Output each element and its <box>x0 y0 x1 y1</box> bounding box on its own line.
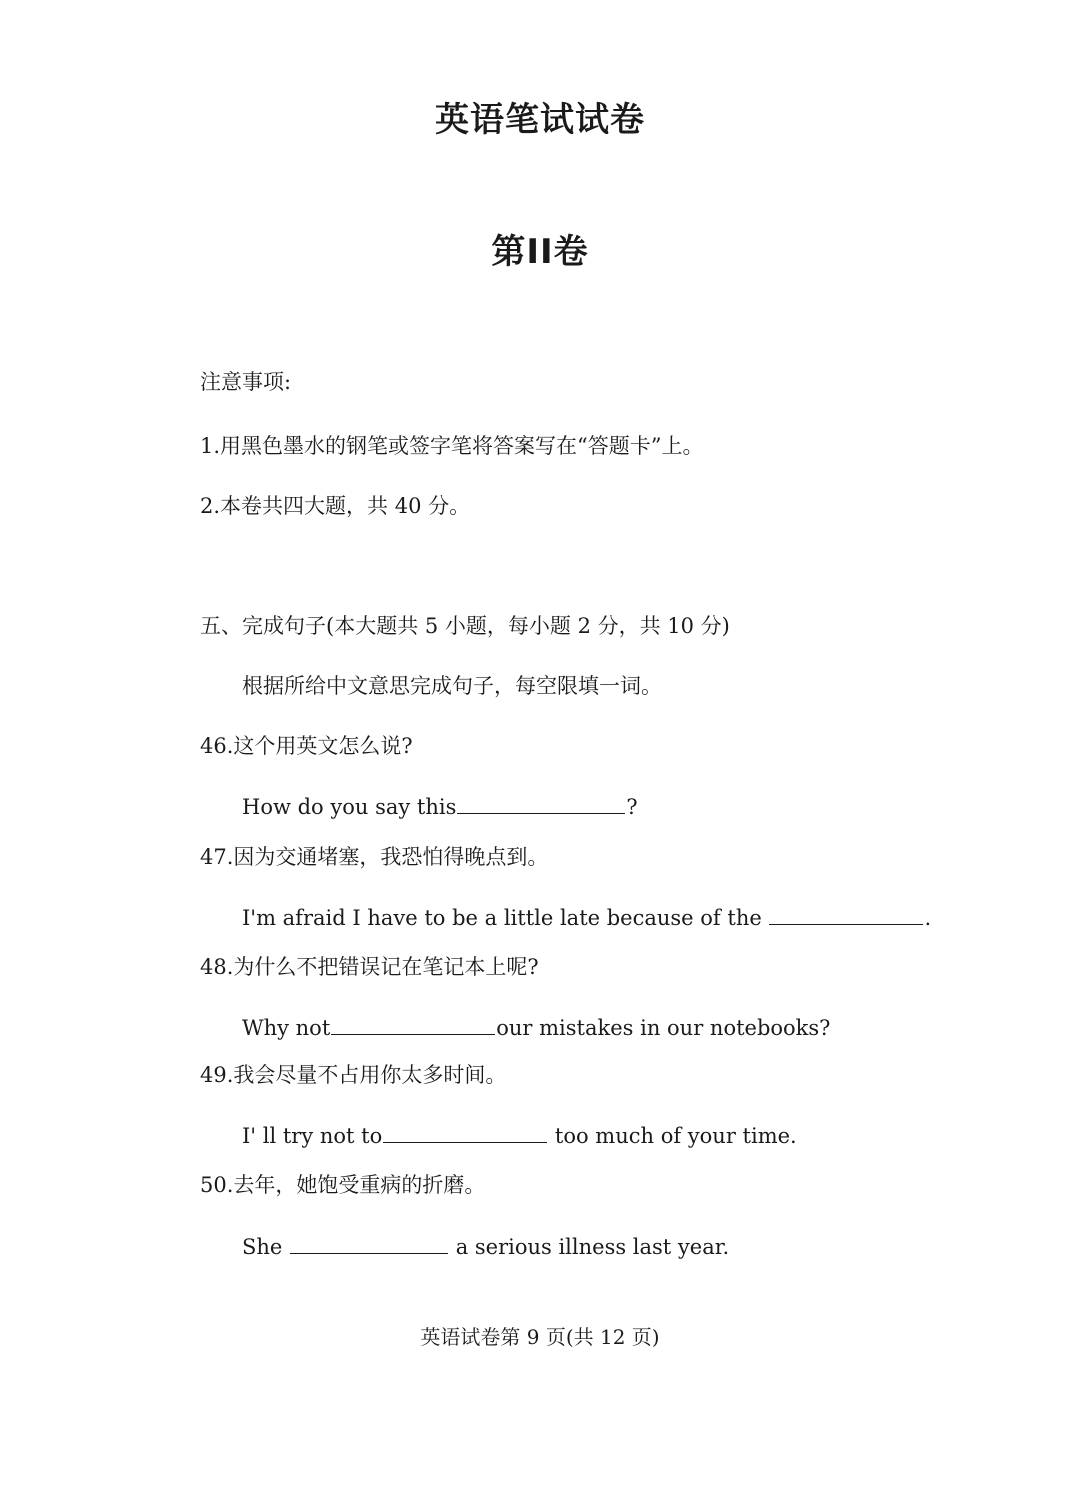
question-48-chinese: 48.为什么不把错误记在笔记本上呢? <box>200 955 539 979</box>
question-48-text-before: Why not <box>242 1016 331 1040</box>
question-46-english <box>242 793 638 821</box>
question-48-text-after: our mistakes in our notebooks? <box>496 1016 831 1040</box>
question-49-chinese: 49.我会尽量不占用你太多时间。 <box>200 1063 507 1087</box>
page-footer: 英语试卷第 9 页(共 12 页) <box>420 1325 660 1349</box>
answer-blank-46[interactable] <box>457 793 625 814</box>
question-46-text-after: ? <box>626 795 638 819</box>
exam-title: 英语笔试试卷 <box>435 100 645 140</box>
answer-blank-48[interactable] <box>331 1014 495 1035</box>
volume-subtitle: 第II卷 <box>491 232 589 272</box>
question-46-chinese: 46.这个用英文怎么说? <box>200 734 413 758</box>
question-47-chinese: 47.因为交通堵塞，我恐怕得晚点到。 <box>200 845 549 869</box>
note-item-2: 2.本卷共四大题，共 40 分。 <box>200 494 471 518</box>
question-46-text-before: How do you say this <box>242 795 457 819</box>
section-instruction: 根据所给中文意思完成句子，每空限填一词。 <box>242 674 662 698</box>
question-50-text-after: a serious illness last year. <box>449 1235 730 1259</box>
question-49-text-after: too much of your time. <box>548 1124 797 1148</box>
section-heading: 五、完成句子(本大题共 5 小题，每小题 2 分，共 10 分) <box>200 614 730 638</box>
question-47-text-after: . <box>924 906 932 930</box>
question-47-english <box>242 904 931 932</box>
note-item-1: 1.用黑色墨水的钢笔或签字笔将答案写在“答题卡”上。 <box>200 434 704 458</box>
question-50-text-before: She <box>242 1235 290 1259</box>
notes-heading: 注意事项: <box>200 370 292 394</box>
question-49-text-before: I' ll try not to <box>242 1124 383 1148</box>
question-47-text-before: I'm afraid I have to be a little late because of the <box>242 906 769 930</box>
question-50-chinese: 50.去年，她饱受重病的折磨。 <box>200 1173 486 1197</box>
question-50-english <box>242 1233 729 1261</box>
answer-blank-50[interactable] <box>290 1233 448 1254</box>
answer-blank-47[interactable] <box>769 904 923 925</box>
question-49-english <box>242 1122 797 1150</box>
answer-blank-49[interactable] <box>383 1122 547 1143</box>
question-48-english <box>242 1014 830 1042</box>
